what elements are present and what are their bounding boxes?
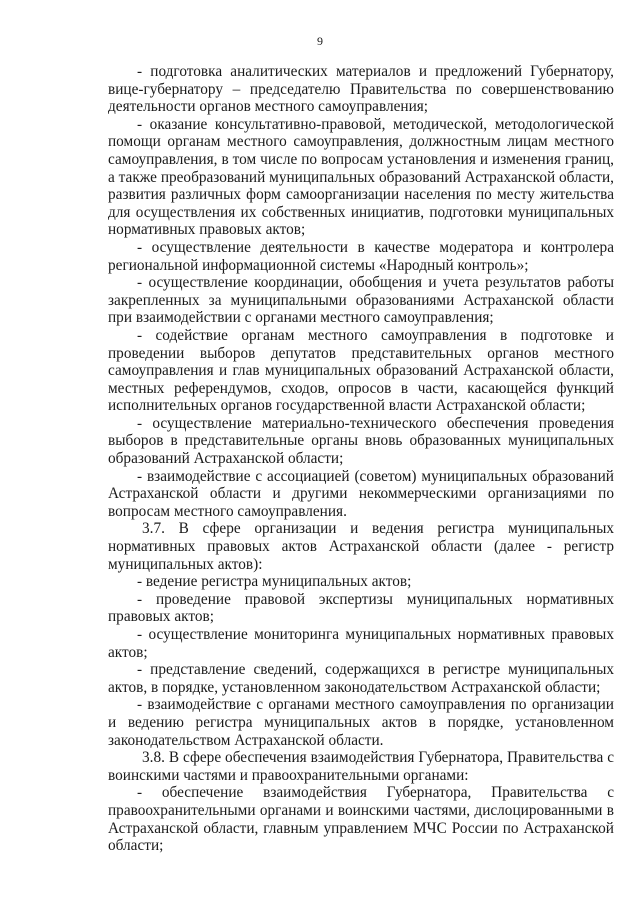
paragraph-associations: - взаимодействие с ассоциацией (советом) муниципальных образований Астраханской области и другими некоммерческими организациями по вопросам местного самоуправления. (108, 467, 614, 520)
paragraph-elections-logistics: - осуществление материально-технического обеспечения проведения выборов в представительные органы вновь образованных муниципальных образований Астраханской области; (108, 414, 614, 468)
section-3-7-heading: 3.7. В сфере организации и ведения регистра муниципальных нормативных правовых актов Астраханской области (далее - регистр муниципальных актов): (108, 520, 614, 573)
section-3-8-heading: 3.8. В сфере обеспечения взаимодействия Губернатора, Правительства с воинскими частями и правоохранительными органами: (108, 749, 614, 784)
paragraph-register-keeping: - ведение регистра муниципальных актов; (137, 573, 412, 591)
paragraph-moderation: - осуществление деятельности в качестве модератора и контролера региональной информационной системы «Народный контроль»; (108, 238, 614, 274)
paragraph-analytics: - подготовка аналитических материалов и предложений Губернатору, вице-губернатору – председателю Правительства по совершенствованию деятельности органов местного самоуправления; (108, 63, 614, 116)
paragraph-coordination: - осуществление координации, обобщения и учета результатов работы закрепленных за муниципальными образованиями Астраханской области при взаимодействии с органами местного самоуправления; (108, 274, 614, 327)
paragraph-legal-expertise: - проведение правовой экспертизы муниципальных нормативных правовых актов; (108, 590, 614, 626)
page-number: 9 (317, 34, 323, 48)
paragraph-information-provision: - представление сведений, содержащихся в регистре муниципальных актов, в порядке, установленном законодательством Астраханской области; (108, 661, 614, 696)
paragraph-register-interaction: - взаимодействие с органами местного самоуправления по организации и ведению регистра муниципальных актов в порядке, установленном законодательством Астраханской области. (108, 696, 614, 749)
document-body (108, 63, 614, 855)
paragraph-elections-support: - содействие органам местного самоуправления в подготовке и проведении выборов депутатов представительных органов местного самоуправления и глав муниципальных образований Астраханской области, местных референдумов, сходов, опросов в части, касающейся функций исполнительных органов государственной власти Астраханской области; (108, 326, 614, 415)
paragraph-monitoring: - осуществление мониторинга муниципальных нормативных правовых актов; (108, 626, 614, 661)
paragraph-legal-assistance: - оказание консультативно-правовой, методической, методологической помощи органам местного самоуправления, должностным лицам местного самоуправления, в том числе по вопросам установления и изменения границ, а также преобразований муниципальных образований Астраханской области, развития различных форм самоорганизации населения по месту жительства для осуществления их собственных инициатив, подготовки муниципальных нормативных правовых актов; (108, 115, 614, 239)
paragraph-law-enforcement: - обеспечение взаимодействия Губернатора, Правительства с правоохранительными органами и воинскими частями, дислоцированными в Астраханской области, главным управлением МЧС России по Астраханской области; (108, 784, 614, 855)
